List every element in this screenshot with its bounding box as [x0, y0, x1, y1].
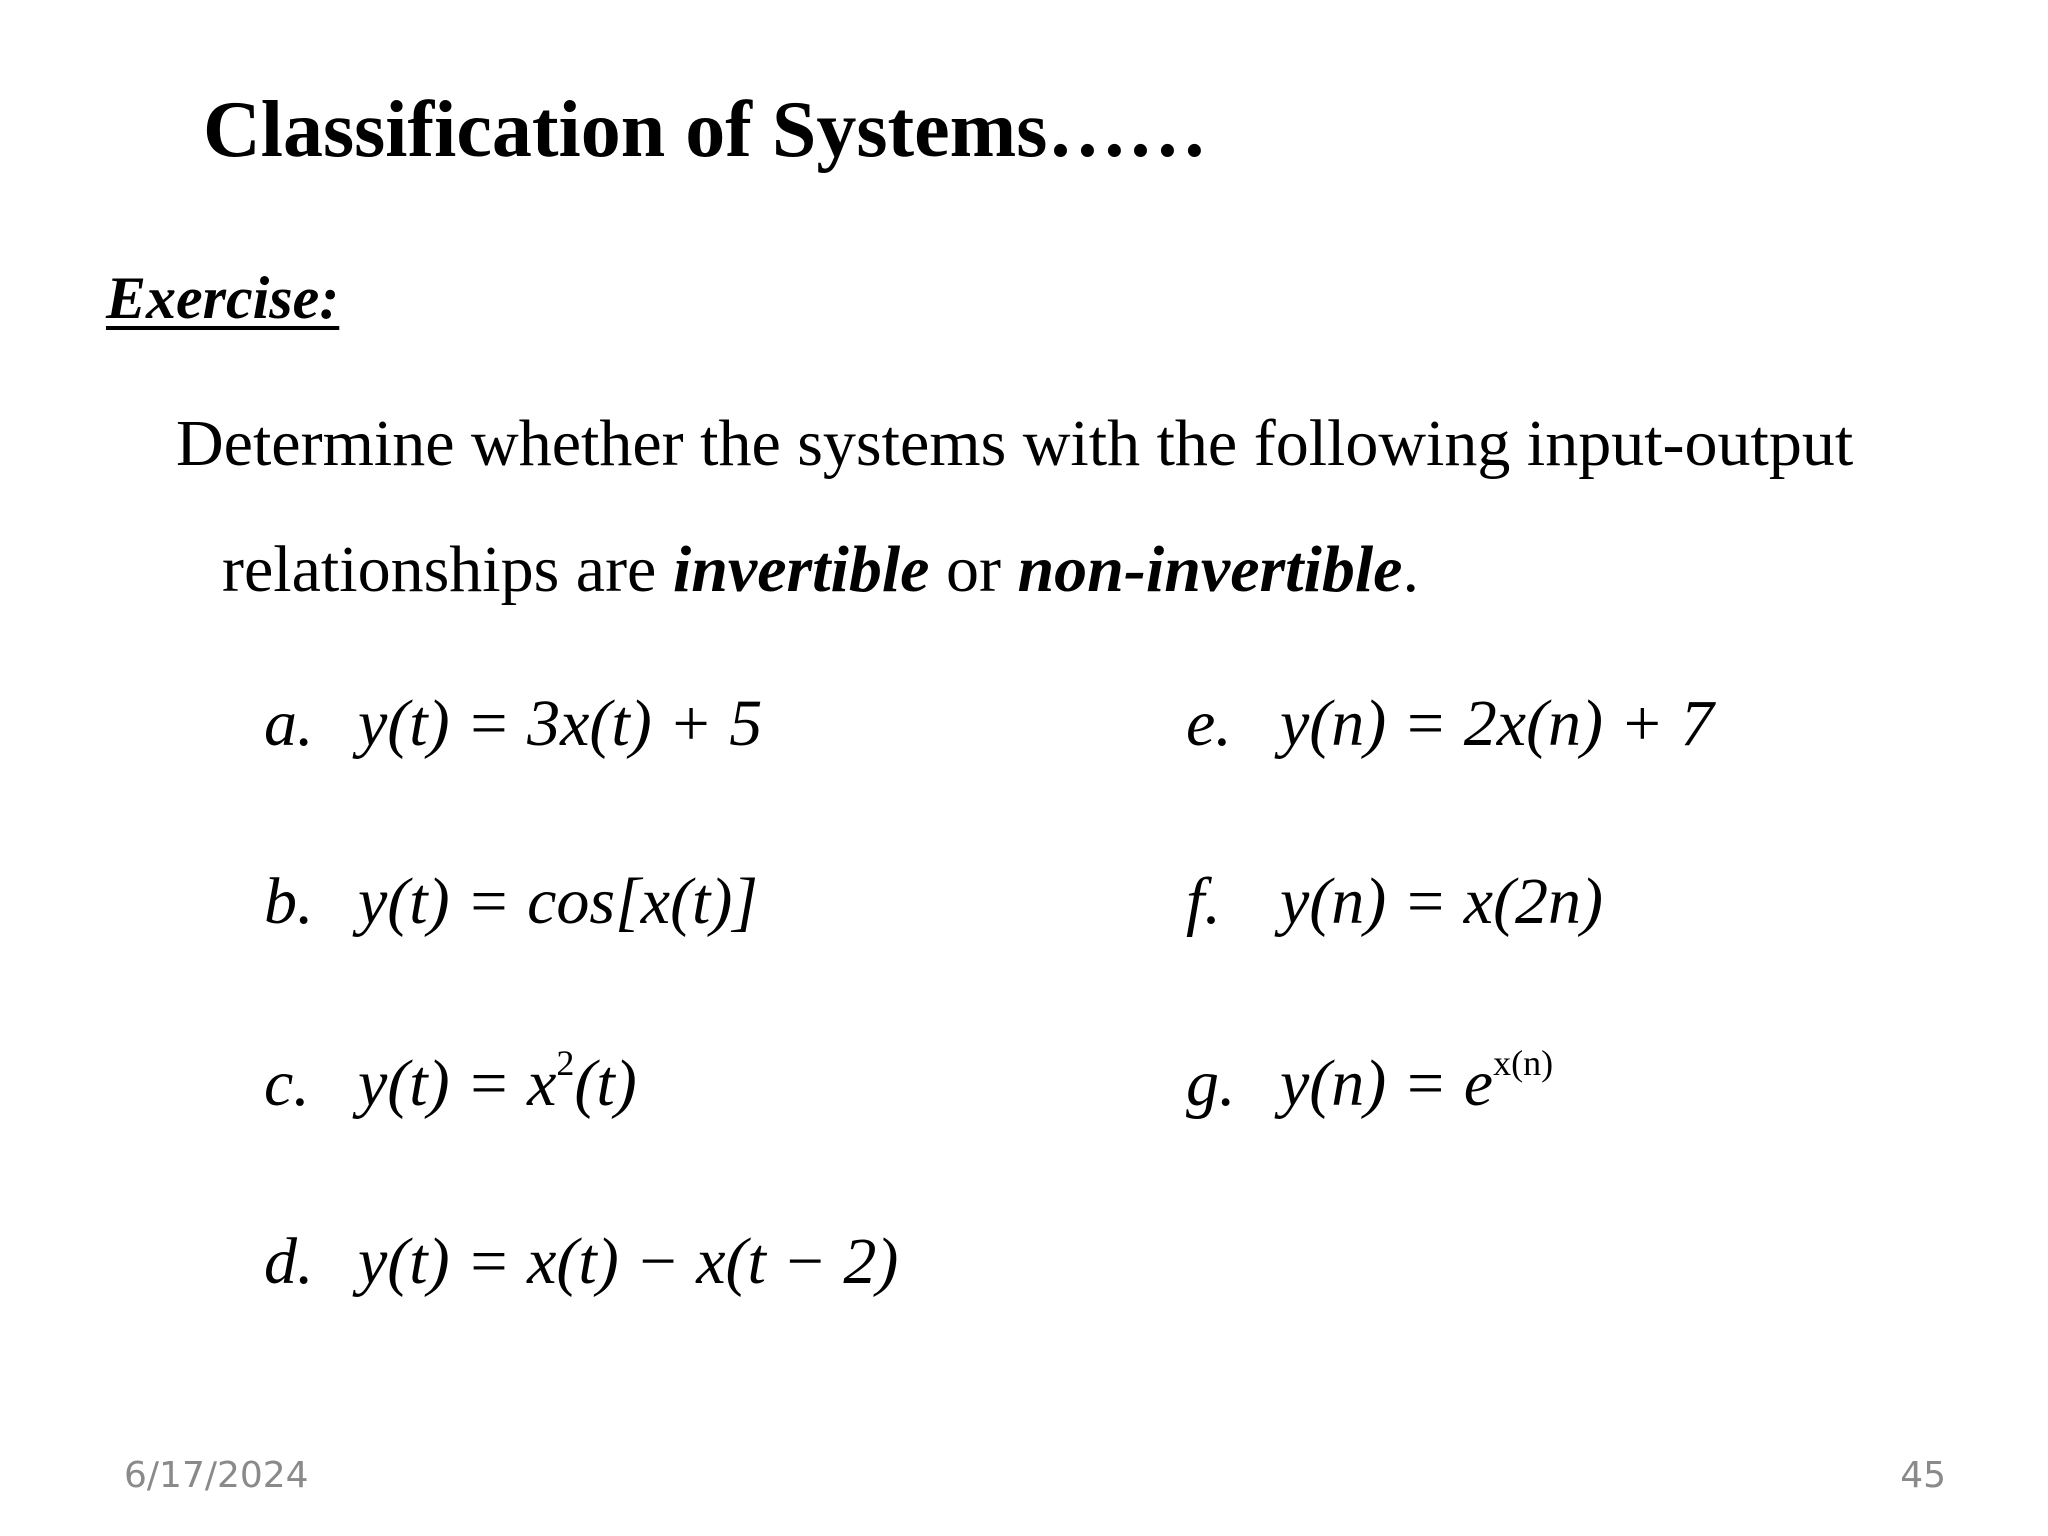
- equation-expression: y(n) = e: [1280, 1047, 1494, 1120]
- equation-expression: y(t) = cos[x(t)]: [358, 865, 759, 938]
- intro-suffix: .: [1402, 533, 1419, 606]
- intro-middle: or: [929, 533, 1018, 606]
- equation-expression: y(n) = 2x(n) + 7: [1280, 687, 1714, 760]
- equation-superscript: 2: [556, 1043, 575, 1083]
- equation-c: [264, 1044, 637, 1123]
- equation-label: g.: [1186, 1047, 1236, 1120]
- invertible-term: invertible: [672, 533, 930, 606]
- slide-title: Classification of Systems……: [203, 86, 1208, 174]
- equation-expression: y(n) = x(2n): [1280, 865, 1604, 938]
- footer-date: 6/17/2024: [124, 1455, 309, 1496]
- equation-f: [1186, 862, 1603, 941]
- non-invertible-term: non-invertible: [1017, 533, 1403, 606]
- equation-expression: y(t) = x(t) − x(t − 2): [358, 1225, 899, 1298]
- equation-e: [1186, 684, 1714, 763]
- equation-g: [1186, 1044, 1553, 1123]
- intro-text-line-1: Determine whether the systems with the following input-output: [176, 407, 1854, 480]
- equation-d: [264, 1222, 898, 1301]
- equation-expression: y(t) = 3x(t) + 5: [358, 687, 763, 760]
- exercise-heading: Exercise:: [106, 265, 340, 331]
- equation-label: c.: [264, 1047, 310, 1120]
- page-number: 45: [1900, 1455, 1946, 1496]
- equation-expression-tail: (t): [574, 1047, 637, 1120]
- equation-label: f.: [1186, 865, 1221, 938]
- equation-superscript: x(n): [1493, 1043, 1554, 1083]
- equation-b: [264, 862, 758, 941]
- equation-expression: y(t) = x: [358, 1047, 557, 1120]
- equation-label: e.: [1186, 687, 1232, 760]
- equation-a: [264, 684, 762, 763]
- intro-text-line-2: [222, 530, 1419, 609]
- equation-label: d.: [264, 1225, 314, 1298]
- intro-prefix: relationships are: [222, 533, 673, 606]
- equation-label: a.: [264, 687, 314, 760]
- equation-label: b.: [264, 865, 314, 938]
